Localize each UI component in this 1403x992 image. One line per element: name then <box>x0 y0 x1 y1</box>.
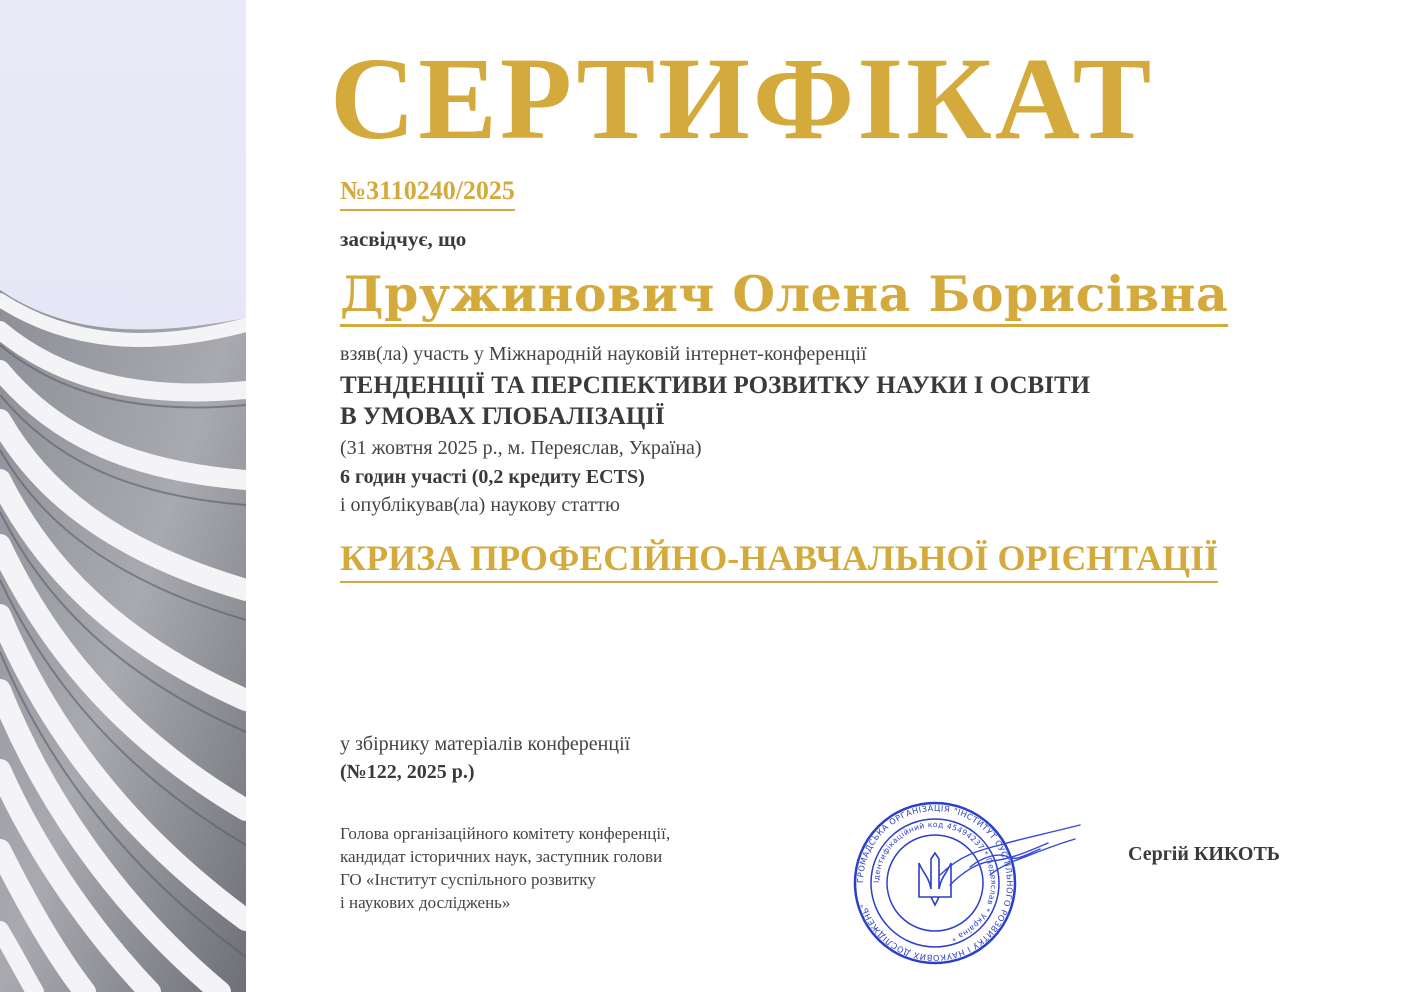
published-text: і опублікував(ла) наукову статтю <box>340 494 620 516</box>
conference-title-line1: ТЕНДЕНЦІЇ ТА ПЕРСПЕКТИВИ РОЗВИТКУ НАУКИ І ОСВІТИ <box>340 372 1091 399</box>
collection-issue: (№122, 2025 р.) <box>340 761 475 783</box>
handwritten-signature <box>930 815 1090 905</box>
signatory-name: Сергій КИКОТЬ <box>1128 843 1281 865</box>
recipient-name: Дружинович Олена Борисівна <box>340 265 1228 327</box>
conference-title-line2: В УМОВАХ ГЛОБАЛІЗАЦІЇ <box>340 403 665 430</box>
collection-text: у збірнику матеріалів конференції <box>340 733 631 755</box>
stamp-outer-text: ГРОМАДСЬКА ОРГАНІЗАЦІЯ "ІНСТИТУТ СУСПІЛЬНОГО РОЗВИТКУ І НАУКОВИХ ДОСЛІДЖЕНЬ" <box>854 802 1016 964</box>
signatory-position-line1: Голова організаційного комітету конференції, <box>340 824 671 843</box>
certificate-number: №3110240/2025 <box>340 176 515 211</box>
signatory-position-line4: і наукових досліджень» <box>340 893 511 912</box>
participation-text: взяв(ла) участь у Міжнародній науковій інтернет-конференції <box>340 343 867 365</box>
signatory-position-line3: ГО «Інститут суспільного розвитку <box>340 870 596 889</box>
signatory-position-line2: кандидат історичних наук, заступник голови <box>340 847 663 866</box>
certificate-title: СЕРТИФІКАТ <box>330 33 1155 164</box>
article-title: КРИЗА ПРОФЕСІЙНО-НАВЧАЛЬНОЇ ОРІЄНТАЦІЇ <box>340 537 1218 583</box>
conference-details: (31 жовтня 2025 р., м. Переяслав, Україна) <box>340 437 702 459</box>
participation-hours: 6 годин участі (0,2 кредиту ECTS) <box>340 466 645 488</box>
certifies-text: засвідчує, що <box>340 227 467 251</box>
stamp-inner-text: Ідентифікаційний код 45494237 * Переяслав * Україна * <box>871 819 999 944</box>
